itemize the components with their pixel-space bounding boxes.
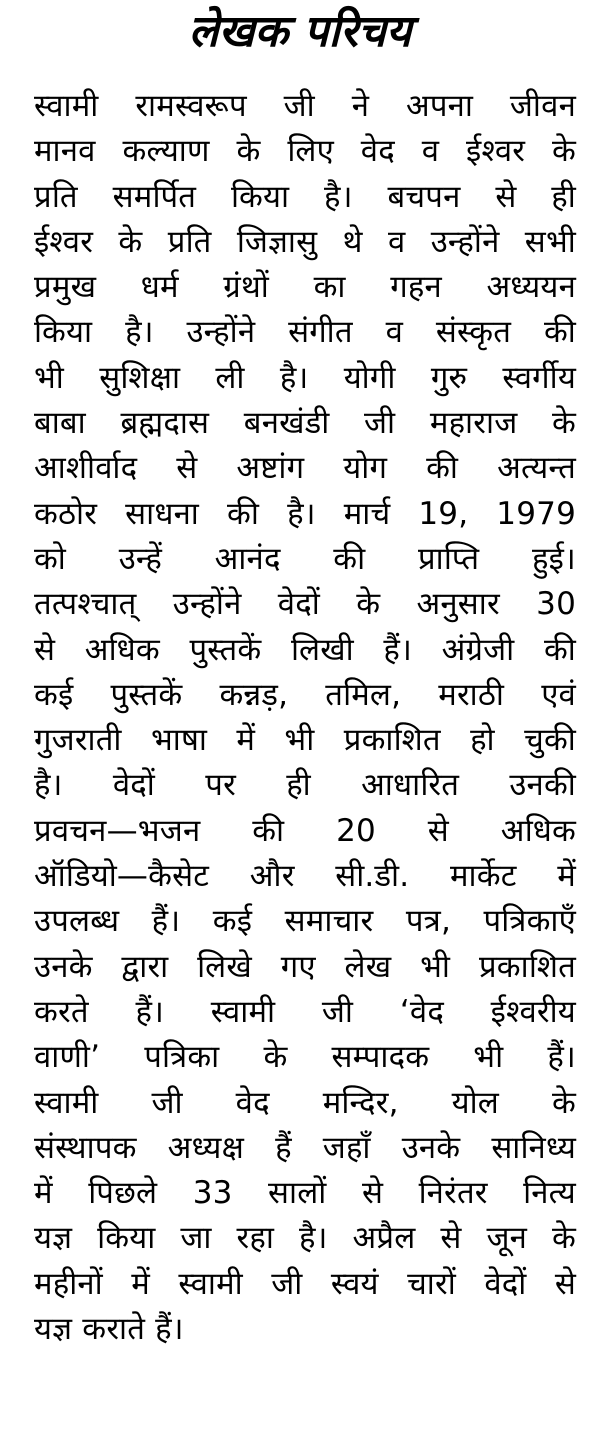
text-line: भी सुशिक्षा ली है। योगी गुरु स्वर्गीय (34, 359, 576, 396)
page-title: लेखक परिचय (188, 6, 412, 57)
text-line: करते हैं। स्वामी जी ‘वेद ईश्वरीय (34, 993, 576, 1030)
text-line: कठोर साधना की है। मार्च 19, 1979 (34, 495, 576, 532)
text-line: गुजराती भाषा में भी प्रकाशित हो चुकी (34, 722, 576, 759)
text-line: कई पुस्तकें कन्नड़, तमिल, मराठी एवं (34, 676, 576, 713)
text-line: स्वामी रामस्वरूप जी ने अपना जीवन (34, 88, 576, 124)
text-line: बाबा ब्रह्मदास बनखंडी जी महाराज के (34, 405, 576, 442)
text-line: महीनों में स्वामी जी स्वयं चारों वेदों से (34, 1265, 576, 1302)
text-line: प्रति समर्पित किया है। बचपन से ही (34, 178, 576, 215)
text-line: ऑडियो—कैसेट और सी.डी. मार्केट में (34, 858, 576, 895)
text-line: किया है। उन्होंने संगीत व संस्कृत की (34, 314, 576, 351)
text-line: उनके द्वारा लिखे गए लेख भी प्रकाशित (34, 948, 576, 985)
text-line: मानव कल्याण के लिए वेद व ईश्वर के (34, 133, 576, 170)
text-line: वाणी’ पत्रिका के सम्पादक भी हैं। (34, 1039, 576, 1076)
text-line: यज्ञ कराते हैं। (34, 1311, 184, 1348)
text-line: को उन्हें आनंद की प्राप्ति हुई। (34, 540, 576, 577)
text-line: यज्ञ किया जा रहा है। अप्रैल से जून के (34, 1220, 576, 1257)
text-line: में पिछले 33 सालों से निरंतर नित्य (34, 1175, 576, 1212)
text-line: है। वेदों पर ही आधारित उनकी (34, 767, 576, 804)
text-line: आशीर्वाद से अष्टांग योग की अत्यन्त (34, 450, 576, 487)
text-line: तत्पश्चात् उन्होंने वेदों के अनुसार 30 (34, 586, 576, 623)
text-line: प्रवचन—भजन की 20 से अधिक (34, 812, 576, 849)
text-line: प्रमुख धर्म ग्रंथों का गहन अध्ययन (34, 269, 576, 306)
text-line: संस्थापक अध्यक्ष हैं जहाँ उनके सानिध्य (34, 1129, 576, 1166)
author-bio-paragraph (34, 84, 576, 1352)
text-line: उपलब्ध हैं। कई समाचार पत्र, पत्रिकाएँ (34, 903, 576, 940)
text-line: ईश्वर के प्रति जिज्ञासु थे व उन्होंने सभी (34, 223, 576, 260)
text-line: से अधिक पुस्तकें लिखी हैं। अंग्रेजी की (34, 631, 576, 668)
text-line: स्वामी जी वेद मन्दिर, योल के (34, 1084, 576, 1121)
